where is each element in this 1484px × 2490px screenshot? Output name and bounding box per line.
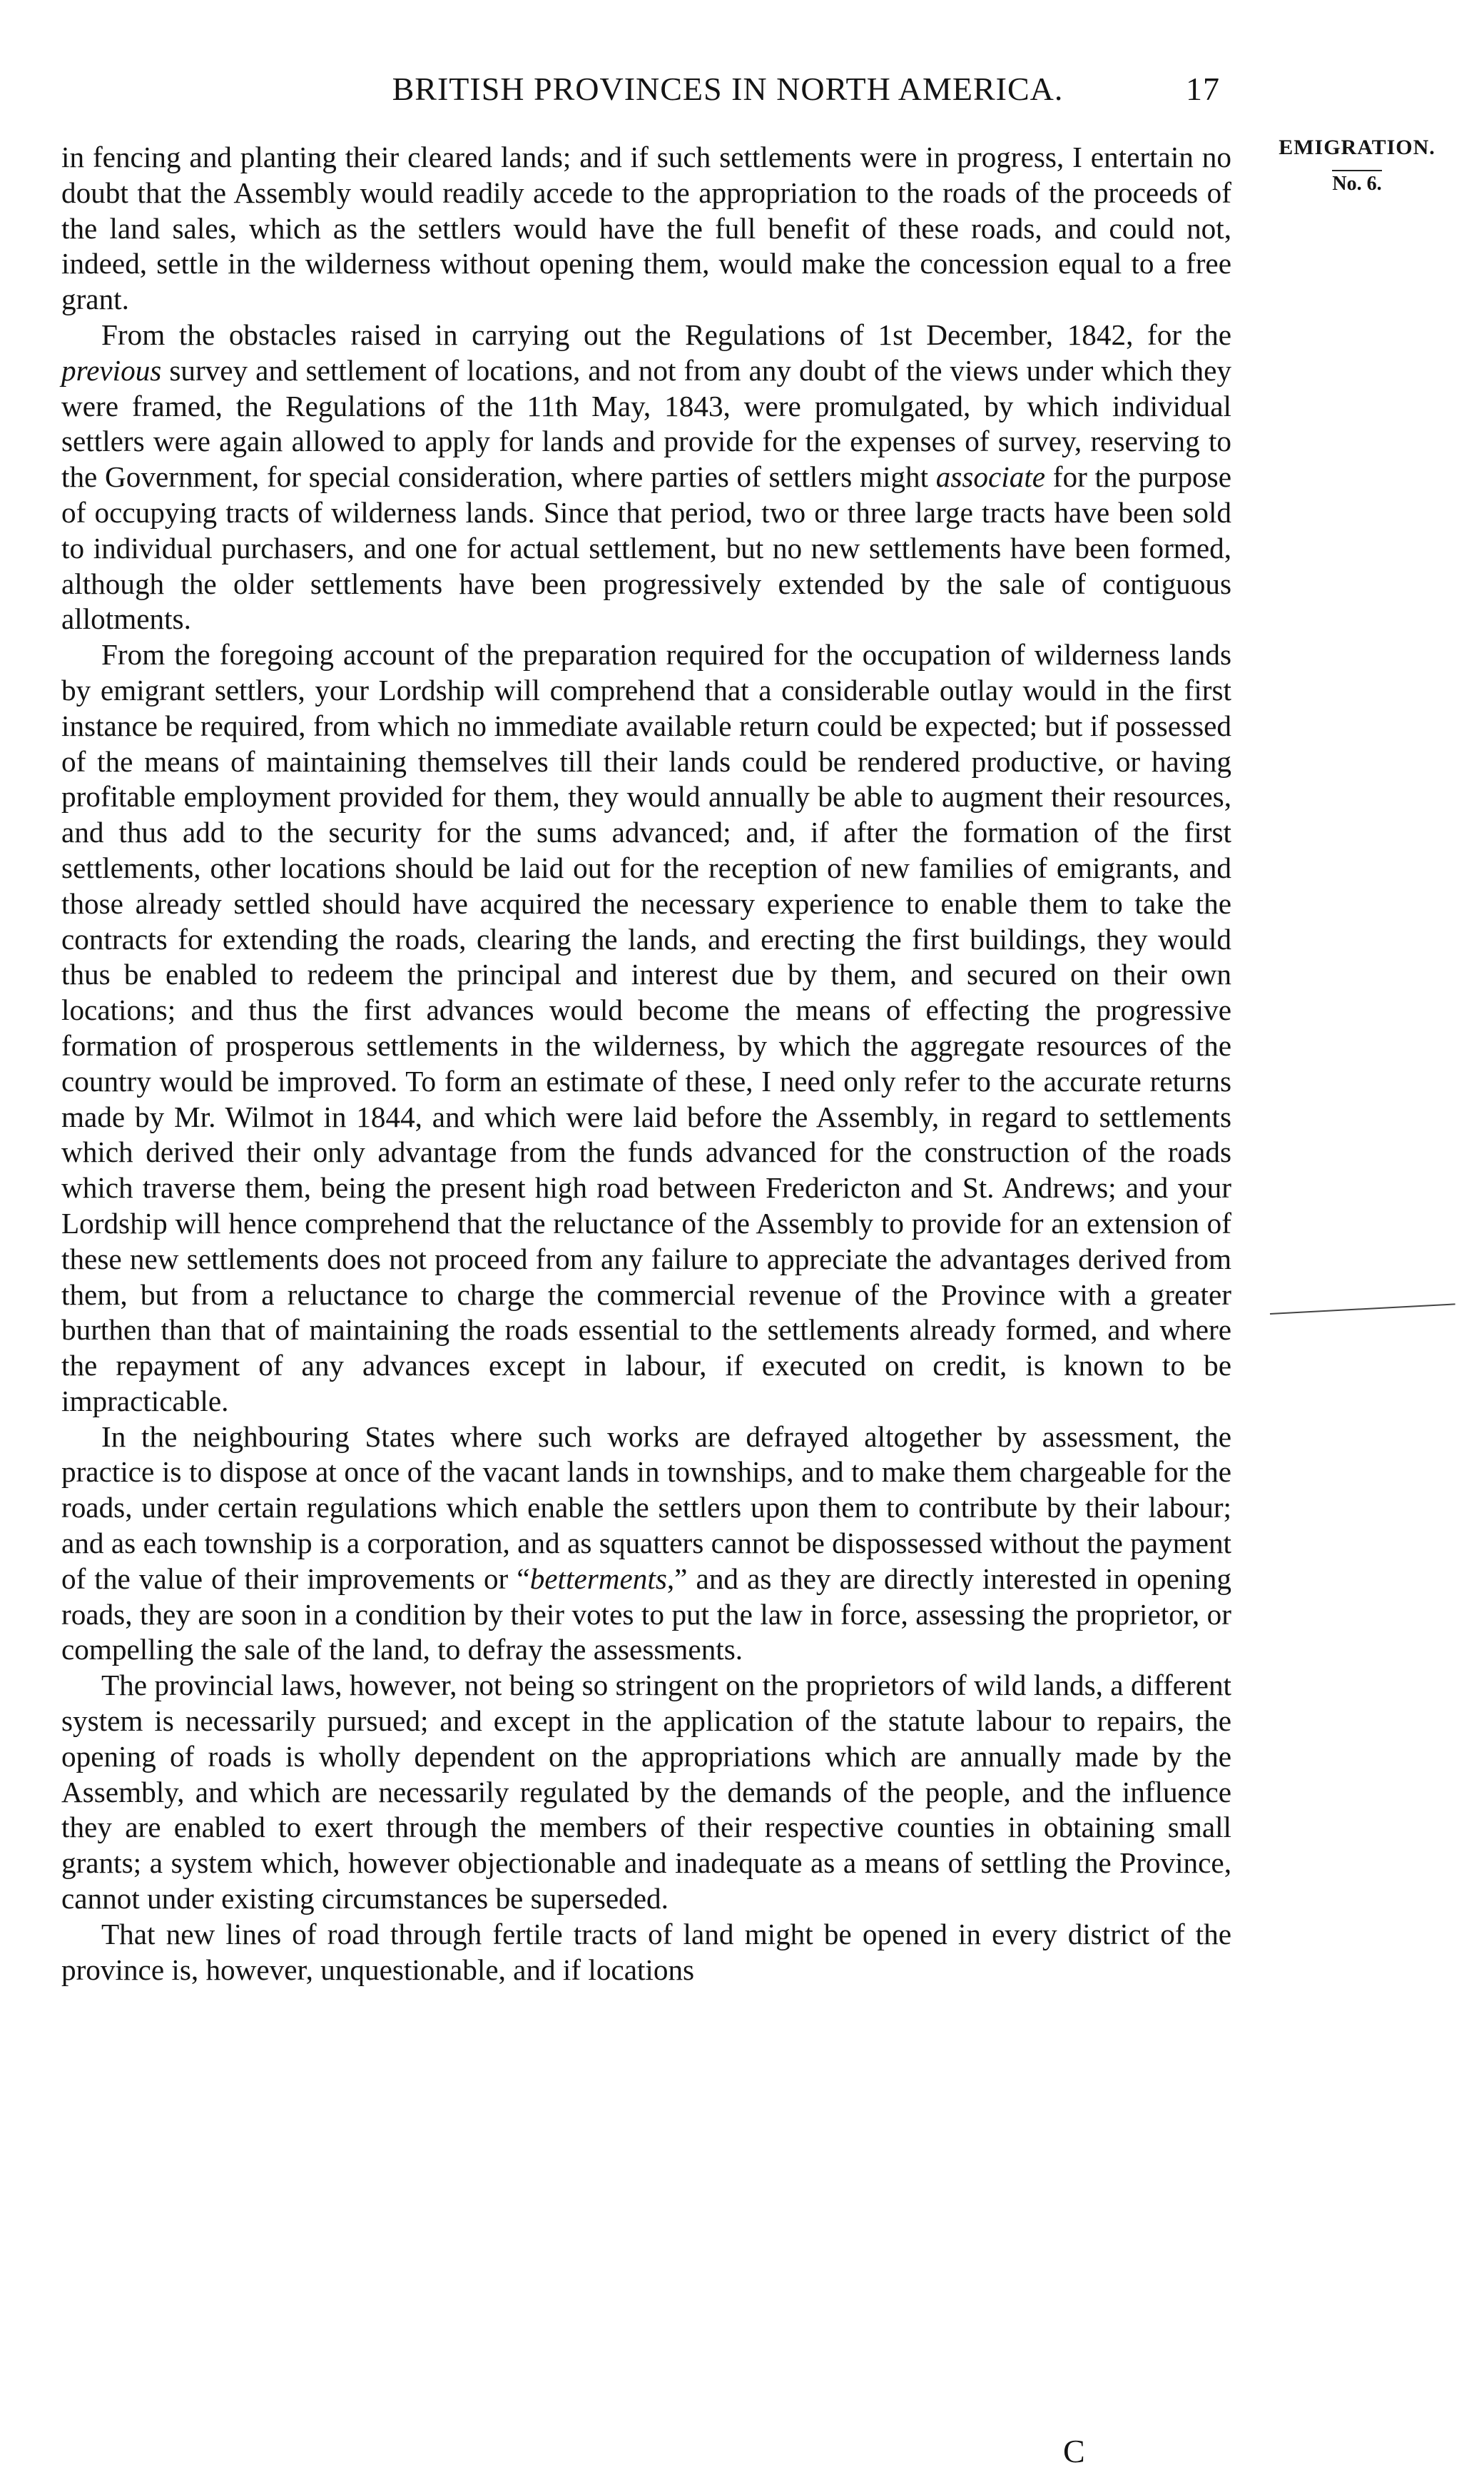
- margin-section-label: EMIGRATION.: [1279, 136, 1435, 159]
- paragraph-5-text: The provincial laws, however, not being so stringent on the proprietors of wild lands, a different system is necessarily pursued; and except in the application of the statute labour to repairs, the opening of roads is wholly dependent on the appropriations which are annually made by the Assembly, and which are necessarily regulated by the demands of the people, and the influence they are enabled to exert through the members of their respective counties in obtaining small grants; a system which, however objectionable and inadequate as a means of settling the Province, cannot under existing circumstances be superseded.: [61, 1669, 1231, 1915]
- margin-note: [1250, 136, 1464, 196]
- paragraph-4: [61, 1419, 1231, 1669]
- paragraph-2-text-b: survey and settlement of locations, and not from any doubt of the views under which they were framed, the Regulations of the 11th May, 1843, were promulgated, by which individual settlers were again allowed to apply for lands and provide for the expenses of survey, reserving to the Government, for special consideration, where parties of settlers might: [61, 353, 1231, 494]
- header-title: BRITISH PROVINCES IN NORTH AMERICA.: [392, 71, 1064, 107]
- italic-betterments: betterments: [529, 1562, 667, 1595]
- page-number: 17: [1186, 71, 1220, 107]
- paragraph-6: [61, 1917, 1231, 1988]
- paragraph-5: [61, 1668, 1231, 1917]
- body-text: [61, 140, 1231, 1988]
- paragraph-6-text: That new lines of road through fertile tracts of land might be opened in every district of the province is, however, unquestionable, and if locations: [61, 1917, 1231, 1986]
- paragraph-2-text-c: for the purpose of occupying tracts of wilderness lands. Since that period, two or three large tracts have been sold to individual purchasers, and one for actual settlement, but no new settlements have been formed, although the older settlements have been progressively extended by the sale of contiguous allotments.: [61, 460, 1231, 636]
- paragraph-3-text: From the foregoing account of the preparation required for the occupation of wilderness lands by emigrant settlers, your Lordship will comprehend that a considerable outlay would in the first instance be required, from which no immediate available return could be expected; but if possessed of the means of maintaining themselves till their lands could be rendered productive, or having profitable employment provided for them, they would annually be able to augment their resources, and thus add to the security for the sums advanced; and, if after the formation of the first settlements, other locations should be laid out for the reception of new families of emigrants, and those already settled should have acquired the necessary experience to enable them to take the contracts for extending the roads, clearing the lands, and erecting the first buildings, they would thus be enabled to redeem the principal and interest due by them, and secured on their own locations; and thus the first advances would become the means of effecting the progressive formation of prosperous settlements in the wilderness, by which the aggregate resources of the country would be improved. To form an estimate of these, I need only refer to the accurate returns made by Mr. Wilmot in 1844, and which were laid before the Assembly, in regard to settlements which derived their only advantage from the funds advanced for the construction of the roads which traverse them, being the present high road between Fredericton and St. Andrews; and your Lordship will hence comprehend that the reluctance of the Assembly to provide for an extension of these new settlements does not proceed from any failure to appreciate the advantages derived from them, but from a reluctance to charge the commercial revenue of the Province with a greater burthen than that of maintaining the roads essential to the settlements already formed, and where the repayment of any advances except in labour, if executed on credit, is known to be impracticable.: [61, 638, 1231, 1417]
- margin-document-number: No. 6.: [1332, 170, 1381, 196]
- paragraph-4-text-a: In the neighbouring States where such works are defrayed altogether by assessment, the practice is to dispose at once of the vacant lands in townships, and to make them chargeable for the roads, under certain regulations which enable the settlers upon them to contribute by their labour; and as each township is a corporation, and as squatters cannot be dispossessed without the payment of the value of their improvements or “: [61, 1419, 1231, 1595]
- paragraph-4-text-b: ,” and as they are directly interested in opening roads, they are soon in a condition by their votes to put the law in force, assessing the proprietor, or compelling the sale of the land, to defray the assessments.: [61, 1562, 1231, 1666]
- paragraph-2-text-a: From the obstacles raised in carrying out the Regulations of 1st December, 1842, for the: [101, 318, 1231, 351]
- paragraph-3: [61, 637, 1231, 1419]
- paragraph-2: [61, 318, 1231, 637]
- paragraph-1: [61, 140, 1231, 318]
- italic-associate: associate: [935, 460, 1046, 494]
- margin-rule: [1270, 1303, 1455, 1315]
- paragraph-1-text: in fencing and planting their cleared lands; and if such settlements were in progress, I entertain no doubt that the Assembly would readily accede to the appropriation to the roads of the proceeds of the land sales, which as the settlers would have the full benefit of these roads, and could not, indeed, settle in the wilderness without opening them, would make the concession equal to a free grant.: [61, 141, 1231, 316]
- italic-previous: previous: [61, 353, 162, 387]
- running-header: [235, 70, 1220, 108]
- signature-mark: C: [1063, 2433, 1085, 2469]
